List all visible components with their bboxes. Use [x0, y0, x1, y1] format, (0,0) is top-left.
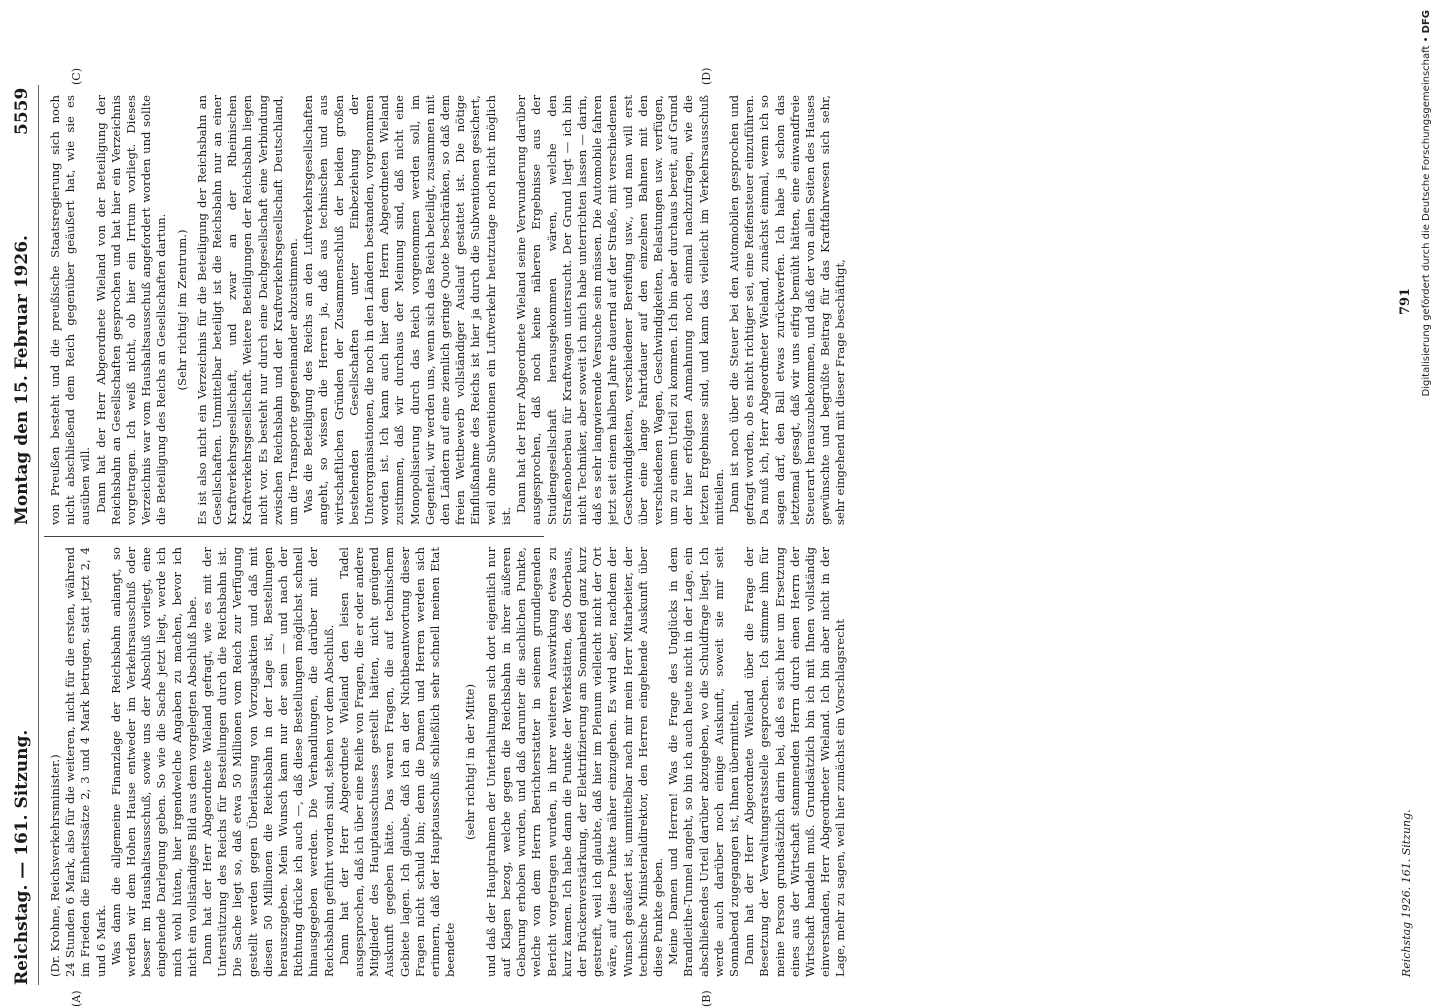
paragraph: Dann hat der Herr Abgeordnete Wieland über die Frage der Besetzung der Verwaltungsratsstelle gesprochen. Ich stimme ihm für meine Person grundsätzlich darin bei, daß es sich hier um Ersetzung eines aus der Wirtschaft stammenden Herrn durch einen Herrn der Wirtschaft handeln muß. Grundsätzlich bin ich mit Ihnen vollständig einverstanden, Herr Abgeordneter Wieland. Ich bin aber nicht in der Lage, mehr zu sagen, weil hier zunächst ein Vorschlagsrecht [742, 547, 848, 977]
left-column [48, 547, 1393, 977]
paragraph: Dann hat der Herr Abgeordnete Wieland den leisen Tadel ausgesprochen, daß ich über eine Reihe von Fragen, die er oder andere Mitglieder des Hauptausschusses gestellt hätten, nicht genügend Auskunft gegeben hätte. Das waren Fragen, die auf technischem Gebiete lagen. Ich glaube, daß ich an der Nichtbeantwortung dieser Fragen nicht schuld bin; denn die Damen und Herren werden sich erinnern, daß der Hauptausschuß schließlich sehr schnell meinen Etat beendete [336, 547, 458, 977]
margin-mark-d: (D) [700, 67, 713, 85]
paragraph: Es ist also nicht ein Verzeichnis für die Beteiligung der Reichsbahn an Gesellschaften. Unmittelbar beteiligt ist die Reichsbahn nur an einer Kraftverkehrsgesellschaft, und zwar an der Rheinischen Kraftverkehrsgesellschaft. Weitere Beteiligungen der Reichsbahn liegen nicht vor. Es besteht nur durch eine Dachgesellschaft eine Verbindung zwischen Reichsbahn und der Kraftverkehrsgesellschaft Deutschland, um die Transporte gegeneinander abzustimmen. [194, 95, 301, 525]
rotated-page [0, 67, 1420, 1007]
paragraph: und daß der Hauptrahmen der Unterhaltungen sich dort eigentlich nur auf Klagen bezog, welche gegen die Reichsbahn in ihrer äußeren Gebarung erhoben wurden, und daß darunter die sachlichen Punkte, welche von dem Herrn Berichterstatter in seinem grundlegenden Bericht vorgetragen wurden, in ihrer weiteren Auswirkung etwas zu kurz kamen. Ich habe dann die Punkte der Werkstätten, des Oberbaus, der Brückenverstärkung, der Elektrifizierung am Sonnabend ganz kurz gestreift, weil ich glaubte, daß hier im Plenum vielleicht nicht der Ort wäre, auf diese Punkte näher einzugehen. Es wird aber, nachdem der Wunsch geäußert ist, unmittelbar nach mir mein Herr Mitarbeiter, der technische Ministerialdirektor, den Herren eingehende Auskunft über diese Punkte geben. [483, 547, 665, 977]
paragraph: von Preußen besteht und die preußische Staatsregierung sich noch nicht abschließend dem Reich gegenüber geäußert hat, wie sie es ausüben will. [48, 95, 93, 525]
digitization-credit: Digitalisierung gefördert durch die Deutsche Forschungsgemeinschaft • DFG [1421, 10, 1432, 397]
signature-mark: 791 [1398, 287, 1413, 315]
credit-text: Digitalisierung gefördert durch die Deutsche Forschungsgemeinschaft [1421, 45, 1432, 397]
paragraph: 24 Stunden 6 Mark, also für die weiteren, nicht für die ersten, während im Frieden die Einheitssätze 2, 3 und 4 Mark betrugen, statt jetzt 2, 4 und 6 Mark. [63, 547, 108, 977]
margin-mark-b: (B) [700, 990, 713, 1007]
page-number: 5559 [12, 87, 32, 135]
margin-mark-a: (A) [70, 990, 83, 1007]
paragraph: (Dr. Krohne, Reichsverkehrsminister.) [48, 754, 62, 977]
interjection: (Sehr richtig! im Zentrum.) [174, 229, 189, 391]
header-left: Reichstag. — 161. Sitzung. [12, 729, 32, 985]
dfg-logo: DFG [1421, 10, 1432, 34]
margin-mark-c: (C) [70, 68, 83, 85]
paragraph: Dann hat der Herr Abgeordnete Wieland seine Verwunderung darüber ausgesprochen, daß noch keine näheren Ergebnisse aus der Studiengesellschaft herausgekommen wären, welche den Straßenoberbau für Kraftwagen untersucht. Der Grund liegt — ich bin nicht Techniker, aber soweit ich mich habe unterrichten lassen — darin, daß es sehr langwierende Versuche sein müssen. Die Automobile fahren jetzt seit einem halben Jahre dauernd auf der Straße, mit verschiedenen Geschwindigkeiten, verschiedener Bereifung usw., und man will erst über eine lange Fahrtdauer auf den einzelnen Bahnen mit den verschiedenen Wagen, Geschwindigkeiten, Belastungen usw. verfügen, um zu einem Urteil zu kommen. Ich bin aber durchaus bereit, auf Grund der hier erfolgten Anmahnung noch einmal nachzufragen, wie die letzten Ergebnisse sind, und kann das vielleicht im Verkehrsausschuß mitteilen. [514, 95, 726, 525]
interjection: (sehr richtig! in der Mitte) [463, 683, 478, 841]
header-rule [38, 85, 39, 985]
paragraph: Dann hat der Herr Abgeordnete Wieland gefragt, wie es mit der Unterstützung des Reichs für Bestellungen durch die Reichsbahn ist. Die Sache liegt so, daß etwa 50 Millionen vom Reich zur Verfügung gestellt werden gegen Überlassung von Vorzugsaktien und daß mit diesen 50 Millionen die Reichsbahn in der Lage ist, Bestellungen herauszugeben. Mein Wunsch kann nur der sein — und nach der Richtung drücke ich auch —, daß diese Bestellungen möglichst schnell hinausgegeben werden. Die Verhandlungen, die darüber mit der Reichsbahn geführt worden sind, stehen vor dem Abschluß. [200, 547, 336, 977]
paragraph: Dann hat der Herr Abgeordnete Wieland von der Beteiligung der Reichsbahn an Gesellschaften gesprochen und hat hier ein Verzeichnis vorgetragen. Ich weiß nicht, ob hier ein Irrtum vorliegt. Dieses Verzeichnis war vom Haushaltsausschuß angefordert worden und sollte die Beteiligung des Reichs an Gesellschaften dartun. [93, 95, 169, 525]
column-divider [44, 536, 544, 537]
footer-left: Reichstag 1926. 161. Sitzung. [1400, 809, 1413, 977]
paragraph: Was die Beteiligung des Reichs an den Luftverkehrsgesellschaften angeht, so wissen die Herren ja, daß aus technischen und aus wirtschaftlichen Gründen der Zusammenschluß der beiden großen bestehenden Gesellschaften unter Einbeziehung der Unterorganisationen, die noch in den Ländern bestanden, vorgenommen worden ist. Ich kann auch hier dem Herrn Abgeordneten Wieland zustimmen, daß wir durchaus der Meinung sind, daß nicht eine Monopolisierung durch das Reich vorgenommen werden soll, im Gegenteil, wir werden uns, wenn sich das Reich beteiligt, zusammen mit den Ländern auf eine ziemlich geringe Quote beschränken, so daß dem freien Wettbewerb vollständiger Auslauf gestattet ist. Die nötige Einflußnahme des Reichs ist hier ja durch die Subventionen gesichert, weil ohne Subventionen ein Luftverkehr heutzutage noch nicht möglich ist. [301, 95, 513, 525]
header-center: Montag den 15. Februar 1926. [12, 235, 32, 525]
right-column [48, 95, 1393, 525]
paragraph: Meine Damen und Herren! Was die Frage des Unglücks in dem Brandleithe-Tunnel angeht, so bin ich auch heute nicht in der Lage, ein abschließendes Urteil darüber abzugeben, wo die Schuldfrage liegt. Ich werde auch darüber noch einige Auskunft, soweit sie mir seit Sonnabend zugegangen ist, Ihnen übermitteln. [666, 547, 741, 977]
paragraph: Dann ist noch über die Steuer bei den Automobilen gesprochen und gefragt worden, ob es nicht richtiger sei, eine Reifensteuer einzuführen. Da muß ich, Herr Abgeordneter Wieland, zunächst einmal, wenn ich so sagen darf, den Ball etwas zurückwerfen. Ich habe ja schon das letztemal gesagt, daß wir uns eifrig bemüht hätten, eine einwandfreie Steuerart herauszubekommen, und daß der von allen Seiten des Hauses gewünschte und begrüßte Beitrag für das Kraftfahrwesen sich sehr, sehr eingehend mit dieser Frage beschäftigt, [726, 95, 848, 525]
paragraph: Was dann die allgemeine Finanzlage der Reichsbahn anlangt, so werden wir dem Hohen Hause entweder im Verkehrsausschuß oder besser im Haushaltsausschuß, sowie uns der Abschluß vorliegt, eine eingehende Darlegung geben. So wie die Sache jetzt liegt, werde ich mich wohl hüten, hier irgendwelche Angaben zu machen, bevor ich nicht ein vollständiges Bild aus dem vorgelegten Abschluß habe. [108, 547, 199, 977]
